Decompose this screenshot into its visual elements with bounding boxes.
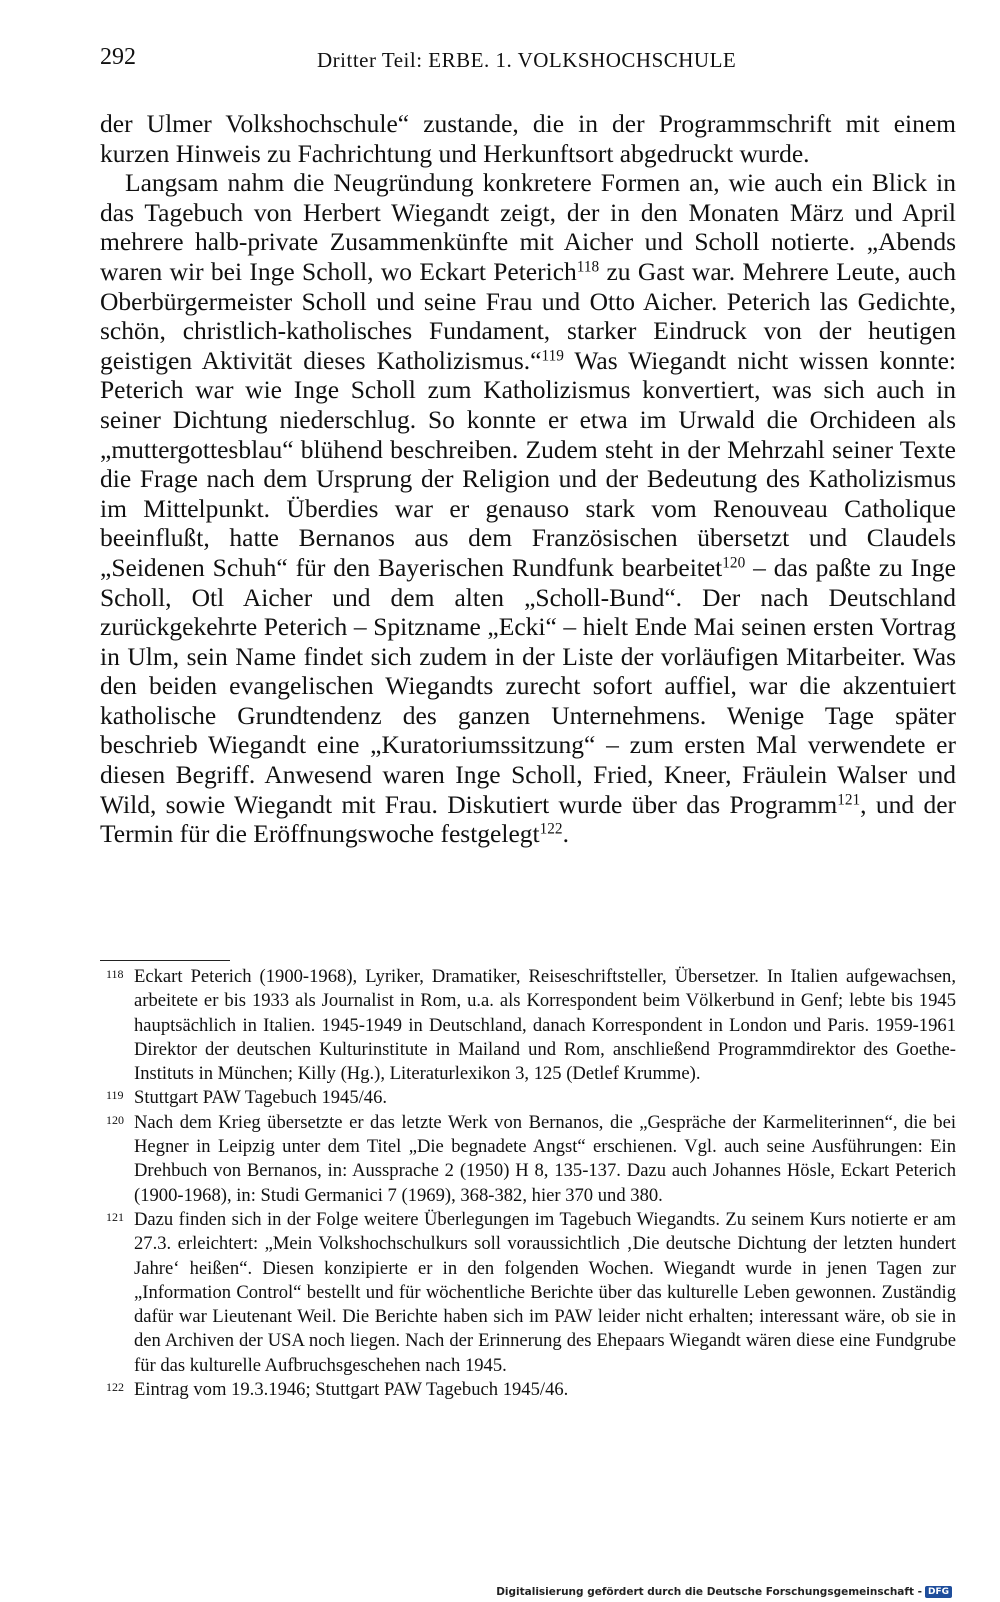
footnote-122 (100, 1378, 956, 1402)
footnote-number: 120 (106, 1112, 124, 1127)
paragraph-2-part-c: Was Wiegandt nicht wissen konnte: Peterich war wie Inge Scholl zum Katholizismus konvertiert, was sich auch in seiner Dichtung niederschlug. So konnte er etwa im Urwald die Orchideen als „muttergottesblau“ blühend beschreiben. Zudem steht in der Mehrzahl seiner Texte die Frage nach dem Ursprung der Religion und der Bedeutung des Katholizismus im Mittelpunkt. Überdies war er genauso stark vom Renouveau Catholique beeinflußt, hatte Bernanos aus dem Französischen übersetzt und Claudels „Seidenen Schuh“ für den Bayerischen Rundfunk bearbeitet (100, 345, 957, 582)
footnote-121 (100, 1208, 956, 1378)
footnote-text: Dazu finden sich in der Folge weitere Überlegungen im Tagebuch Wiegandts. Zu seinem Kurs notierte er am 27.3. erleichtert: „Mein Volkshochschulkurs soll voraussichtlich ‚Die deutsche Dichtung der letzten hundert Jahre‘ heißen“. Diesen konzipierte er in den folgenden Wochen. Wiegandt wurde in jenen Tagen zur „Information Control“ bestellt und für wöchentliche Berichte über das kulturelle Leben gewonnen. Zuständig dafür war Lieutenant Weil. Die Berichte haben sich im PAW leider nicht erhalten; interessant wäre, ob sie in den Archiven der USA noch liegen. Nach der Erinnerung des Ehepaars Wiegandt wären diese eine Fundgrube für das kulturelle Aufbruchsgeschehen nach 1945. (134, 1208, 956, 1376)
footnote-119 (100, 1086, 956, 1110)
footnote-divider (100, 960, 230, 961)
footnote-text: Eintrag vom 19.3.1946; Stuttgart PAW Tagebuch 1945/46. (134, 1379, 569, 1401)
footnote-ref-121[interactable]: 121 (837, 791, 861, 809)
paragraph-2 (100, 168, 956, 849)
body-text (100, 109, 956, 849)
paragraph-1: der Ulmer Volkshochschule“ zustande, die in der Programmschrift mit einem kurzen Hinweis zu Fachrichtung und Herkunftsort abgedruckt wurde. (100, 109, 956, 168)
footnote-number: 118 (106, 967, 124, 981)
paragraph-2-part-e: , und der Termin für die Eröffnungswoche festgelegt (100, 789, 957, 849)
paragraph-2-part-d: – das paßte zu Inge Scholl, Otl Aicher und dem alten „Scholl-Bund“. Der nach Deutschland zurückgekehrte Peterich – Spitzname „Ecki“ – hielt Ende Mai seinen ersten Vortrag in Ulm, sein Name findet sich zudem in der Liste der vorläufigen Mitarbeiter. Was den beiden evangelischen Wiegandts zurecht sofort auffiel, war die akzentuiert katholische Grundtendenz des ganzen Unternehmens. Wenige Tage später beschrieb Wiegandt eine „Kuratoriumssitzung“ – zum ersten Mal verwendete er diesen Begriff. Anwesend waren Inge Scholl, Fried, Kneer, Fräulein Walser und Wild, sowie Wiegandt mit Frau. Diskutiert wurde über das Programm (100, 552, 956, 819)
footnote-number: 119 (106, 1088, 124, 1103)
footnote-number: 121 (106, 1209, 124, 1224)
footnote-120 (100, 1111, 956, 1208)
credit-text: Digitalisierung gefördert durch die Deutsche Forschungsgemeinschaft - (496, 1586, 922, 1598)
page-header (100, 44, 945, 78)
footnote-text: Nach dem Krieg übersetzte er das letzte Werk von Bernanos, die „Gespräche der Karmeliterinnen“, die bei Hegner in Leipzig unter dem Titel „Die begnadete Angst“ erschienen. Vgl. auch seine Ausführungen: Ein Drehbuch von Bernanos, in: Aussprache 2 (1950) H 8, 135-137. Dazu auch Johannes Hösle, Eckart Peterich (1900-1968), in: Studi Germanici 7 (1969), 368-382, hier 370 und 380. (134, 1111, 956, 1206)
footnote-ref-118[interactable]: 118 (576, 258, 600, 276)
footnotes (100, 965, 956, 1402)
footnote-ref-119[interactable]: 119 (541, 347, 564, 365)
running-head: Dritter Teil: ERBE. 1. VOLKSHOCHSCHULE (317, 48, 737, 72)
footnote-text: Eckart Peterich (1900-1968), Lyriker, Dramatiker, Reiseschriftsteller, Übersetzer. In Italien aufgewachsen, arbeitete er bis 1933 als Journalist in Rom, u.a. als Korrespondent beim Völkerbund in Genf; lebte bis 1945 hauptsächlich in Italien. 1945-1949 in Deutschland, danach Korrespondent in London und Paris. 1959-1961 Direktor der deutschen Kulturinstitute in Mailand und Rom, anschließend Programmdirektor des Goethe-Instituts in München; Killy (Hg.), Literaturlexikon 3, 125 (Detlef Krumme). (134, 966, 956, 1085)
page-number: 292 (100, 44, 136, 70)
footnote-ref-122[interactable]: 122 (539, 820, 563, 838)
footnote-ref-120[interactable]: 120 (722, 554, 746, 572)
footnote-118 (100, 965, 956, 1086)
paragraph-2-part-f: . (562, 819, 569, 849)
footnote-text: Stuttgart PAW Tagebuch 1945/46. (134, 1087, 388, 1109)
paragraph-2-part-a: Langsam nahm die Neugründung konkretere Formen an, wie auch ein Blick in das Tagebuch von Herbert Wiegandt zeigt, der in den Monaten März und April mehrere halb-private Zusammenkünfte mit Aicher und Scholl notierte. „Abends waren wir bei Inge Scholl, wo Eckart Peterich (100, 168, 956, 286)
digitization-credit (496, 1586, 952, 1598)
footnote-number: 122 (106, 1380, 124, 1395)
paragraph-2-part-b: zu Gast war. Mehrere Leute, auch Oberbürgermeister Scholl und seine Frau und Otto Aicher. Peterich las Gedichte, schön, christlich-katholisches Fundament, starker Eindruck von der heutigen geistigen Aktivität dieses Katholizismus.“ (100, 256, 956, 375)
dfg-logo-icon: DFG (925, 1586, 952, 1598)
